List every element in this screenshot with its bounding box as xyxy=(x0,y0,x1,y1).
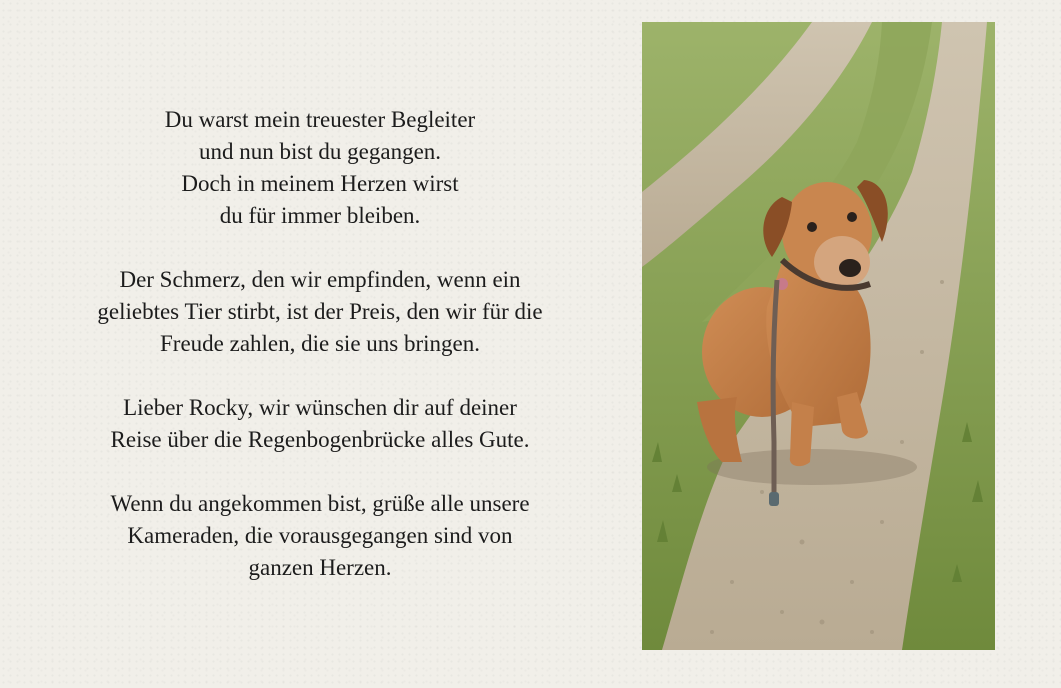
poem-line: du für immer bleiben. xyxy=(219,203,421,228)
dog-front-leg-left xyxy=(790,402,814,466)
poem-stanza-1 xyxy=(40,104,600,232)
poem-line: Du warst mein treuester Begleiter xyxy=(164,107,476,132)
dog-eye-right xyxy=(847,212,857,222)
dog-nose xyxy=(839,259,861,277)
memorial-poem xyxy=(40,104,600,616)
poem-line: ganzen Herzen. xyxy=(248,555,392,580)
leash-clip xyxy=(769,492,779,506)
poem-line: und nun bist du gegangen. xyxy=(198,139,442,164)
poem-line: Kameraden, die vorausgegangen sind von xyxy=(127,523,513,548)
poem-line: Lieber Rocky, wir wünschen dir auf deiner xyxy=(123,395,517,420)
poem-line: geliebtes Tier stirbt, ist der Preis, den wir für die xyxy=(97,299,543,324)
poem-line: Doch in meinem Herzen wirst xyxy=(181,171,459,196)
poem-stanza-2 xyxy=(40,264,600,360)
poem-stanza-3 xyxy=(40,392,600,456)
poem-line: Reise über die Regenbogenbrücke alles Gute. xyxy=(110,427,530,452)
dog-eye-left xyxy=(807,222,817,232)
poem-line: Freude zahlen, die sie uns bringen. xyxy=(160,331,480,356)
dog-on-path-illustration xyxy=(642,22,995,650)
poem-line: Wenn du angekommen bist, grüße alle unsere xyxy=(110,491,530,516)
poem-stanza-4 xyxy=(40,488,600,584)
dog-photo xyxy=(642,22,995,650)
poem-line: Der Schmerz, den wir empfinden, wenn ein xyxy=(119,267,521,292)
